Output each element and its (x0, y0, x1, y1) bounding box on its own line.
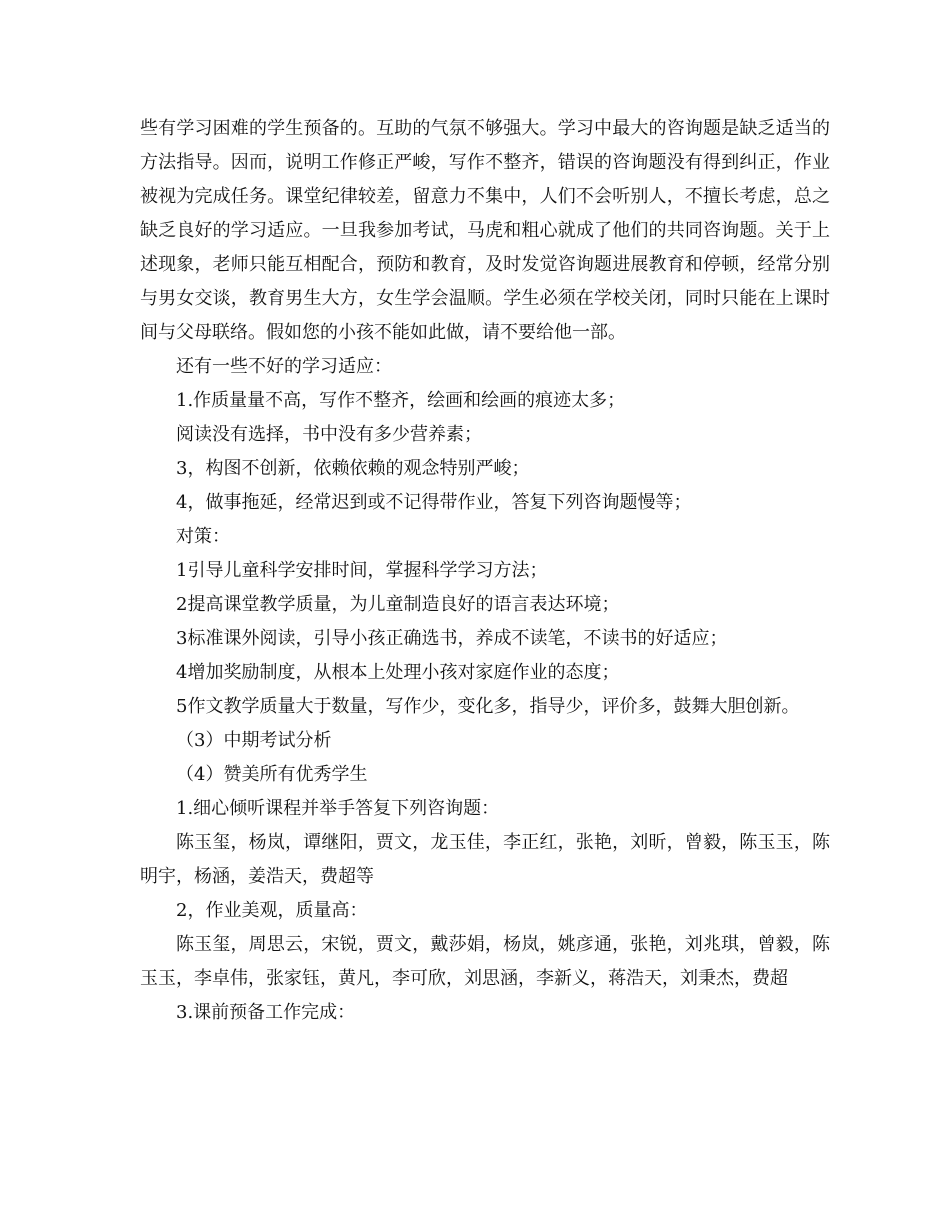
student-names-listening: 陈玉玺，杨岚，谭继阳，贾文，龙玉佳，李正红，张艳，刘昕，曾毅，陈玉玉，陈明宇，杨涵，姜浩天，费超等 (140, 832, 830, 887)
list-item-strategy-4: 4增加奖励制度，从根本上处理小孩对家庭作业的态度； (176, 662, 620, 683)
list-item-strategy-2: 2提高课堂教学质量，为儿童制造良好的语言表达环境； (176, 594, 620, 615)
list-item-habit-1: 1.作质量量不高，写作不整齐，绘画和绘画的痕迹太多； (176, 390, 626, 411)
paragraph-intro: 些有学习困难的学生预备的。互助的气氛不够强大。学习中最大的咨询题是缺乏适当的方法指导。因而，说明工作修正严峻，写作不整齐，错误的咨询题没有得到纠正，作业被视为完成任务。课堂纪律较差，留意力不集中，人们不会听别人，不擅长考虑，总之缺乏良好的学习适应。一旦我参加考试，马虎和粗心就成了他们的共同咨询题。关于上述现象，老师只能互相配合，预防和教育，及时发觉咨询题进展教育和停顿，经常分别与男女交谈，教育男生大方，女生学会温顺。学生必须在学校关闭，同时只能在上课时间与父母联络。假如您的小孩不能如此做，请不要给他一部。 (140, 118, 830, 343)
list-item-praise-1: 1.细心倾听课程并举手答复下列咨询题： (176, 798, 500, 819)
list-item-habit-2: 阅读没有选择，书中没有多少营养素； (176, 424, 482, 445)
section-heading-praise-students: （4）赞美所有优秀学生 (176, 764, 368, 785)
list-item-habit-4: 4，做事拖延，经常迟到或不记得带作业，答复下列咨询题慢等； (176, 492, 692, 513)
document-body (140, 112, 830, 1030)
list-item-strategy-3: 3标准课外阅读，引导小孩正确选书，养成不读笔，不读书的好适应； (176, 628, 728, 649)
list-item-praise-3: 3.课前预备工作完成： (176, 1002, 356, 1023)
paragraph-strategies-heading: 对策： (176, 526, 230, 547)
list-item-strategy-1: 1引导儿童科学安排时间，掌握科学学习方法； (176, 560, 548, 581)
paragraph-bad-habits-heading: 还有一些不好的学习适应： (176, 356, 392, 377)
student-names-homework: 陈玉玺，周思云，宋锐，贾文，戴莎娟，杨岚，姚彦通，张艳，刘兆琪，曾毅，陈玉玉，李卓伟，张家钰，黄凡，李可欣，刘思涵，李新义，蒋浩天，刘秉杰，费超 (140, 934, 830, 989)
list-item-habit-3: 3，构图不创新，依赖依赖的观念特别严峻； (176, 458, 530, 479)
list-item-praise-2: 2，作业美观，质量高： (176, 900, 368, 921)
list-item-strategy-5: 5作文教学质量大于数量，写作少，变化多，指导少，评价多，鼓舞大胆创新。 (176, 696, 800, 717)
section-heading-midterm-analysis: （3）中期考试分析 (176, 730, 332, 751)
